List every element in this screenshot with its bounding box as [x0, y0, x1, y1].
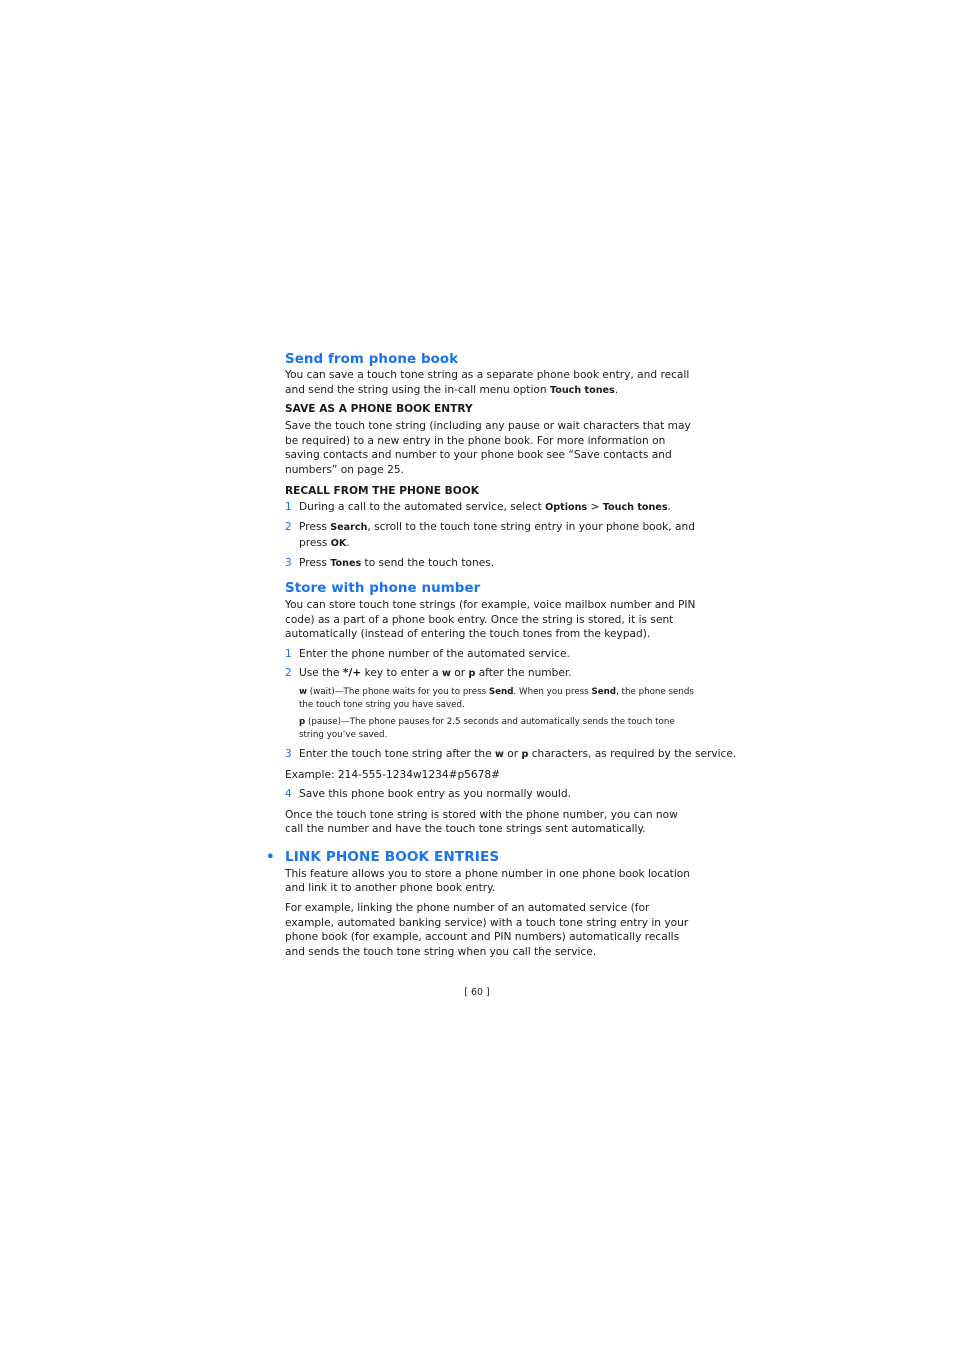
step-text: >	[587, 500, 603, 513]
send-key-label: Send	[488, 686, 514, 697]
link-paragraph-2: For example, linking the phone number of an automated service (for example, automated banking service) with a touch tone string entry in your phone book (for example, account and PIN numbers) automatically recalls and sends the touch tone string when you call the service.	[285, 902, 689, 958]
touch-tones-menu-label: Touch tones	[602, 501, 668, 513]
star-plus-key-label: */+	[342, 667, 362, 680]
store-step-1	[285, 647, 697, 662]
step-text: or	[503, 747, 522, 760]
note-text: , the phone sends the touch tone string you have saved.	[299, 686, 694, 710]
options-menu-label: Options	[545, 501, 588, 513]
section-title-send-from-phone-book: Send from phone book	[285, 352, 459, 367]
send-intro-paragraph	[285, 368, 697, 398]
w-char-label: w	[495, 748, 504, 760]
recall-heading: RECALL FROM THE PHONE BOOK	[285, 484, 479, 497]
step-text: to send the touch tones.	[361, 557, 495, 570]
step-number: 2	[285, 521, 292, 534]
store-step-4	[285, 787, 697, 802]
step-text: key to enter a	[361, 667, 442, 680]
pause-note	[285, 716, 697, 742]
page-number: [ 60 ]	[464, 987, 490, 998]
link-title-text: LINK PHONE BOOK ENTRIES	[285, 848, 500, 865]
store-step-3	[285, 747, 737, 763]
step-number: 3	[285, 747, 292, 760]
recall-step-3	[285, 556, 697, 572]
step-text: after the number.	[475, 667, 572, 680]
step-text: characters, as required by the service.	[528, 747, 737, 760]
step-text: , scroll to the touch tone string entry in your phone book, and press	[299, 521, 695, 549]
page-content	[266, 351, 737, 959]
step-number: 1	[285, 647, 292, 660]
step-text: Enter the touch tone string after the	[299, 747, 496, 760]
wait-note	[285, 686, 697, 712]
section-title-store-with-phone-number: Store with phone number	[285, 580, 481, 596]
send-key-label: Send	[591, 686, 617, 697]
ok-softkey-label: OK	[330, 537, 347, 549]
step-text: Press	[299, 557, 331, 570]
step-number: 4	[285, 788, 292, 801]
bullet-icon: •	[266, 848, 275, 865]
w-char-label: w	[299, 686, 308, 697]
save-paragraph: Save the touch tone string (including any pause or wait characters that may be required) to a new entry in the phone book. For more information on saving contacts and number to your phone book see “Save contacts and numbers” on page 25.	[285, 420, 691, 476]
search-softkey-label: Search	[330, 522, 368, 534]
note-text: . When you press	[513, 686, 592, 697]
touch-tones-option: Touch tones	[549, 384, 615, 396]
example-string: Example: 214-555-1234w1234#p5678#	[285, 768, 501, 781]
p-char-label: p	[468, 668, 476, 680]
note-text: (pause)—The phone pauses for 2.5 seconds and automatically sends the touch tone string you’ve saved.	[299, 716, 675, 740]
send-intro-text: You can save a touch tone string as a separate phone book entry, and recall and send the string using the in-call menu option	[285, 369, 690, 396]
tones-softkey-label: Tones	[330, 558, 362, 570]
store-step-2	[285, 666, 697, 682]
store-intro-paragraph: You can store touch tone strings (for example, voice mailbox number and PIN code) as a part of a phone book entry. Once the string is stored, it is sent automatically (instead of entering the touch tones from the keypad).	[285, 598, 696, 641]
w-char-label: w	[442, 668, 451, 680]
step-text: Press	[299, 521, 331, 534]
step-text: During a call to the automated service, select	[299, 500, 546, 513]
link-paragraph-1: This feature allows you to store a phone number in one phone book location and link it to another phone book entry.	[285, 867, 690, 895]
step-text: or	[450, 667, 469, 680]
note-text: (wait)—The phone waits for you to press	[307, 686, 489, 697]
recall-step-2	[285, 520, 697, 551]
step-number: 3	[285, 557, 292, 570]
save-heading: SAVE AS A PHONE BOOK ENTRY	[285, 403, 473, 416]
step-text: .	[667, 500, 671, 513]
step-text: Use the	[299, 667, 343, 680]
step-text: Enter the phone number of the automated service.	[299, 647, 570, 660]
step-text: .	[346, 536, 350, 549]
recall-step-1	[285, 500, 697, 516]
section-title-link-phone-book-entries	[266, 848, 697, 866]
step-text: Save this phone book entry as you normally would.	[299, 788, 571, 801]
p-char-label: p	[299, 716, 306, 727]
p-char-label: p	[521, 748, 529, 760]
send-intro-end: .	[614, 383, 619, 396]
step-number: 1	[285, 500, 292, 513]
step-number: 2	[285, 667, 292, 680]
store-outro-paragraph: Once the touch tone string is stored with the phone number, you can now call the number and have the touch tone strings sent automatically.	[285, 808, 678, 836]
